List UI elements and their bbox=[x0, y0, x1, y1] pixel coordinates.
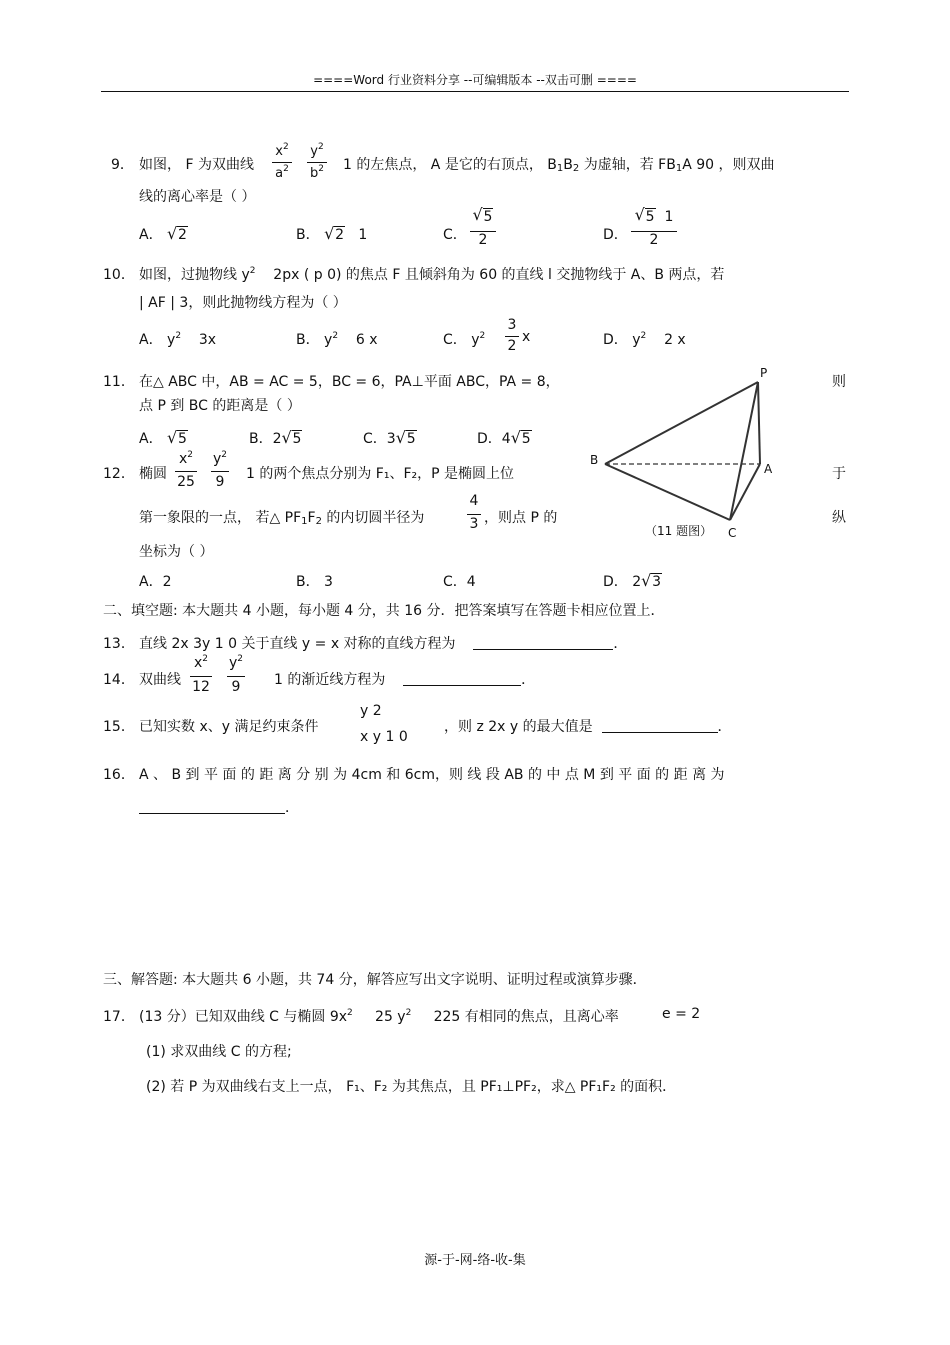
q10-a2: 3x bbox=[198, 332, 217, 348]
q12-tail1: 于 bbox=[832, 466, 846, 482]
q11-option-d bbox=[477, 428, 532, 448]
q14-end: ． bbox=[521, 672, 536, 688]
q14-fx-exp: 2 bbox=[202, 654, 209, 664]
q17-t3: 225 有相同的焦点，且离心率 bbox=[433, 1009, 619, 1025]
q10-option-a bbox=[139, 329, 216, 349]
label-p: P bbox=[760, 366, 768, 380]
q12-fy-den: 9 bbox=[215, 474, 225, 490]
q9-fx-exp: 2 bbox=[282, 142, 289, 152]
q13-answer-blank[interactable] bbox=[473, 637, 613, 650]
q12-fx-den: 25 bbox=[177, 474, 195, 490]
q9-b-label: B． bbox=[296, 227, 320, 243]
sqrt-icon: √ 5 bbox=[167, 428, 187, 447]
q10-l1b: 2px ( p 0) 的焦点 F 且倾斜角为 60 的直线 l 交抛物线于 A、B 两点，若 bbox=[273, 267, 725, 283]
q16-number: 16． bbox=[103, 767, 135, 783]
q14-fy-num: y bbox=[228, 655, 238, 671]
q12-option-a: A．2 bbox=[139, 574, 172, 590]
q9-fy-den-exp: 2 bbox=[318, 164, 324, 174]
q16-answer-blank[interactable] bbox=[139, 801, 285, 814]
q14-fx-den: 12 bbox=[192, 679, 210, 695]
q17-exp2: 2 bbox=[405, 1008, 412, 1018]
q11-option-c bbox=[363, 428, 417, 448]
q15-answer-blank[interactable] bbox=[602, 720, 718, 733]
q12-line2 bbox=[139, 507, 424, 527]
q9-end: A 90 ，则双曲 bbox=[682, 157, 775, 173]
q9-a-val: 2 bbox=[178, 227, 187, 243]
q14-body: 1 的渐近线方程为 bbox=[274, 672, 386, 688]
q13-end: ． bbox=[613, 636, 628, 652]
q12-tail2: 纵 bbox=[832, 510, 846, 526]
q10-number: 10． bbox=[103, 267, 135, 283]
q9-d-num: 5 bbox=[645, 209, 655, 225]
q9-fy-num: y bbox=[310, 144, 318, 159]
q12-option-b: B． 3 bbox=[296, 574, 333, 590]
label-c: C bbox=[728, 526, 737, 540]
page-header: ====Word 行业资料分享 --可编辑版本 --双击可删 ==== bbox=[313, 73, 637, 87]
q17-text bbox=[139, 1006, 619, 1026]
label-b: B bbox=[590, 453, 599, 467]
q11-option-a bbox=[139, 428, 188, 448]
section-2-heading: 二、填空题: 本大题共 4 小题，每小题 4 分，共 16 分．把答案填写在答题卡相应位置上． bbox=[103, 603, 665, 619]
q10-line2: | AF | 3，则此抛物线方程为（ ） bbox=[139, 295, 347, 311]
q9-option-d-label: D． bbox=[603, 227, 628, 243]
q10-c-num: 3 bbox=[507, 317, 517, 333]
q14-number: 14． bbox=[103, 672, 135, 688]
q9-b-suffix: 1 bbox=[358, 227, 368, 243]
q9-c-num: 5 bbox=[483, 209, 493, 225]
sqrt-icon: √ 5 bbox=[634, 205, 655, 225]
q9-sub1: 1 bbox=[556, 163, 564, 174]
q12-fraction-x bbox=[175, 451, 197, 493]
q12-option-c: C．4 bbox=[443, 574, 476, 590]
q9-fraction-x bbox=[272, 143, 292, 183]
q9-option-c bbox=[470, 205, 496, 254]
q12-fraction-y bbox=[211, 451, 229, 493]
q11-number: 11． bbox=[103, 374, 135, 390]
q12-radius-fraction bbox=[467, 494, 481, 536]
q9-mid2: 为虚轴，若 FB bbox=[579, 157, 676, 173]
q9-sub2: 2 bbox=[572, 163, 580, 174]
q9-d-den: 2 bbox=[649, 232, 659, 248]
q9-line2: 线的离心率是（ ） bbox=[139, 189, 256, 205]
q9-mid: 1 的左焦点， A 是它的右顶点， B bbox=[343, 157, 557, 173]
q9-fx-den-exp: 2 bbox=[283, 164, 289, 174]
q9-option-c-label: C． bbox=[443, 227, 467, 243]
q11-line1: 在△ ABC 中，AB = AC = 5，BC = 6，PA⊥平面 ABC，PA = 8， bbox=[139, 374, 560, 390]
q10-d-exp: 2 bbox=[640, 331, 647, 341]
q12-pre: 椭圆 bbox=[139, 466, 167, 482]
q10-c-x: x bbox=[522, 329, 531, 345]
pyramid-diagram bbox=[585, 362, 785, 547]
q9-fraction-y bbox=[307, 143, 327, 183]
q14-text bbox=[274, 669, 535, 689]
q11-c-val: 5 bbox=[406, 431, 416, 447]
q9-b2: B bbox=[563, 157, 573, 173]
q16-text: A 、 B 到 平 面 的 距 离 分 别 为 4cm 和 6cm，则 线 段 AB 的 中 点 M 到 平 面 的 距 离 为 bbox=[139, 767, 725, 783]
q12-l2sub1: 1 bbox=[301, 516, 308, 527]
q14-answer-blank[interactable] bbox=[403, 673, 521, 686]
header-rule bbox=[101, 91, 849, 92]
q12-line2d: ，则点 P 的 bbox=[484, 510, 558, 526]
q11-c: C．3 bbox=[363, 431, 396, 447]
label-a: A bbox=[764, 462, 773, 476]
q10-c-fraction bbox=[505, 318, 519, 358]
q12-fy-num: y bbox=[212, 451, 222, 467]
q10-b-exp: 2 bbox=[332, 331, 339, 341]
q10-a: A． y bbox=[139, 332, 176, 348]
q11-d-val: 5 bbox=[521, 431, 531, 447]
q15-body: ，则 z 2x y 的最大值是 bbox=[444, 719, 593, 735]
sqrt-icon: √ 5 bbox=[281, 428, 302, 447]
q11-option-b bbox=[249, 428, 302, 448]
q15-constraint-1: y 2 bbox=[360, 703, 382, 719]
q10-a-exp: 2 bbox=[175, 331, 182, 341]
q15-end: ． bbox=[717, 719, 732, 735]
q9-option-b bbox=[296, 224, 367, 244]
q12-d: D． 2 bbox=[603, 574, 642, 590]
q14-pre: 双曲线 bbox=[139, 672, 181, 688]
pyramid-figure bbox=[585, 362, 785, 551]
q12-option-d bbox=[603, 571, 662, 591]
q13-text bbox=[139, 633, 627, 653]
q11-b: B．2 bbox=[249, 431, 282, 447]
q14-fy-exp: 2 bbox=[237, 654, 244, 664]
page-footer: 源-于-网-络-收-集 bbox=[424, 1253, 526, 1268]
q9-fy-exp: 2 bbox=[317, 142, 324, 152]
q16-end: ． bbox=[285, 800, 299, 816]
q10-l1a: 如图，过抛物线 y bbox=[139, 267, 250, 283]
q10-c-den: 2 bbox=[507, 338, 517, 354]
q15-pre: 已知实数 x、y 满足约束条件 bbox=[139, 719, 319, 735]
q12-d-val: 3 bbox=[652, 574, 662, 590]
q12-l2b: F bbox=[307, 510, 316, 526]
q9-text-pre: 如图， F 为双曲线 bbox=[139, 157, 254, 173]
q9-fy-den: b bbox=[310, 166, 319, 181]
q9-option-d bbox=[631, 205, 677, 254]
q11-a-val: 5 bbox=[178, 431, 187, 447]
q15-number: 15． bbox=[103, 719, 135, 735]
q12-l2a: 第一象限的一点， 若△ PF bbox=[139, 510, 302, 526]
q12-r-den: 3 bbox=[469, 516, 479, 532]
q15-constraint-2: x y 1 0 bbox=[360, 729, 408, 745]
section-3-heading: 三、解答题: 本大题共 6 小题，共 74 分，解答应写出文字说明、证明过程或演算步骤． bbox=[103, 972, 647, 988]
q17-t1: (13 分）已知双曲线 C 与椭圆 9x bbox=[139, 1009, 348, 1025]
q14-fraction-y bbox=[227, 655, 245, 697]
q10-option-b bbox=[296, 329, 378, 349]
q12-fy-exp: 2 bbox=[221, 450, 228, 460]
q10-option-c bbox=[443, 329, 485, 349]
q14-fx-num: x bbox=[193, 655, 203, 671]
q10-b2: 6 x bbox=[355, 332, 378, 348]
q9-number: 9． bbox=[111, 157, 134, 173]
q13-body: 直线 2x 3y 1 0 关于直线 y = x 对称的直线方程为 bbox=[139, 636, 456, 652]
q10-d2: 2 x bbox=[664, 332, 686, 348]
q9-fx-num: x bbox=[275, 144, 283, 159]
q10-exp: 2 bbox=[249, 266, 256, 276]
q10-line1 bbox=[139, 264, 724, 284]
q17-exp1: 2 bbox=[347, 1008, 353, 1018]
q17-number: 17． bbox=[103, 1009, 135, 1025]
q11-tail: 则 bbox=[832, 374, 846, 390]
q16-answer bbox=[139, 797, 299, 817]
sqrt-icon: √ 3 bbox=[641, 571, 662, 590]
sqrt-icon: √ 5 bbox=[472, 205, 493, 225]
q9-a-label: A． bbox=[139, 227, 163, 243]
q11-d: D．4 bbox=[477, 431, 511, 447]
figure-caption: （11 题图） bbox=[645, 524, 713, 538]
q10-c-exp: 2 bbox=[479, 331, 486, 341]
sqrt-icon: √ 5 bbox=[510, 428, 531, 447]
q9-option-a bbox=[139, 224, 188, 244]
q12-number: 12． bbox=[103, 466, 135, 482]
q9-fx-den: a bbox=[275, 166, 284, 181]
q12-fx-num: x bbox=[178, 451, 188, 467]
q12-r-num: 4 bbox=[469, 493, 479, 509]
q12-fx-exp: 2 bbox=[187, 450, 194, 460]
q13-number: 13． bbox=[103, 636, 135, 652]
q11-b-val: 5 bbox=[292, 431, 302, 447]
sqrt-icon: √ 2 bbox=[324, 224, 344, 243]
q12-mid: 1 的两个焦点分别为 F₁、F₂，P 是椭圆上位 bbox=[246, 466, 515, 482]
q9-c-den: 2 bbox=[478, 232, 488, 248]
q10-c: C． y bbox=[443, 332, 480, 348]
q9-sub3: 1 bbox=[675, 163, 683, 174]
q11-line2: 点 P 到 BC 的距离是（ ） bbox=[139, 398, 301, 414]
q10-b: B． y bbox=[296, 332, 333, 348]
q12-l2c: 的内切圆半径为 bbox=[321, 510, 425, 526]
q17-t2: 25 y bbox=[375, 1009, 406, 1025]
q12-line3: 坐标为（ ） bbox=[139, 544, 214, 560]
q11-a: A． bbox=[139, 431, 163, 447]
q15-text bbox=[444, 716, 732, 736]
q14-fraction-x bbox=[190, 655, 212, 697]
q10-d: D． y bbox=[603, 332, 641, 348]
sqrt-icon: √ 2 bbox=[167, 224, 187, 243]
q12-l2sub2: 2 bbox=[315, 516, 322, 527]
q10-option-d bbox=[603, 329, 686, 349]
q17-part-2: (2) 若 P 为双曲线右支上一点， F₁、F₂ 为其焦点，且 PF₁⊥PF₂，求△ PF₁F₂ 的面积． bbox=[146, 1079, 677, 1095]
sqrt-icon: √ 5 bbox=[395, 428, 416, 447]
q17-part-1: (1) 求双曲线 C 的方程; bbox=[146, 1044, 292, 1060]
q17-eccentricity: e = 2 bbox=[662, 1006, 701, 1022]
q9-b-val: 2 bbox=[335, 227, 344, 243]
q9-d-suffix: 1 bbox=[664, 209, 674, 225]
q14-fy-den: 9 bbox=[231, 679, 241, 695]
q9-text-mid bbox=[343, 154, 774, 174]
